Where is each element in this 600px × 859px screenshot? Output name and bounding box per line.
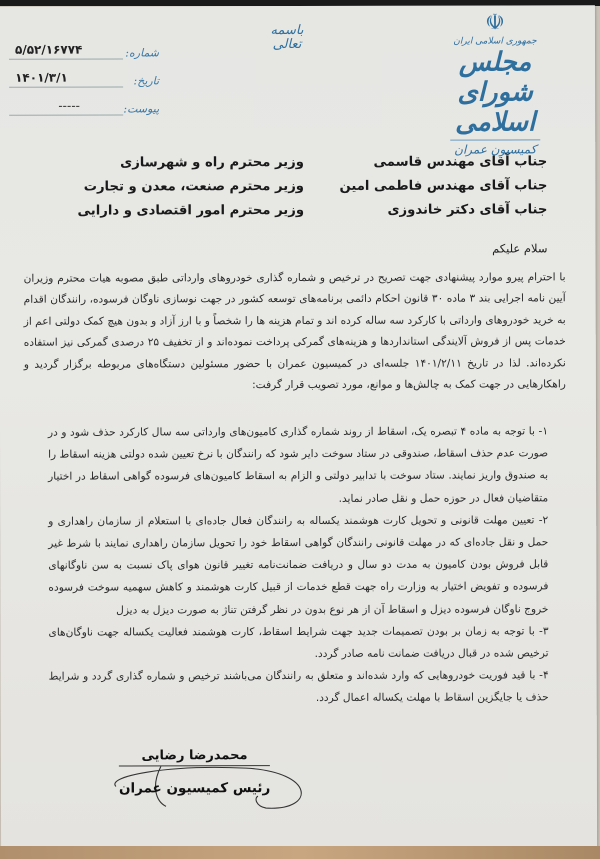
number-row: [9, 31, 159, 59]
resolutions-list: [48, 420, 549, 710]
republic-label: جمهوری اسلامی ایران: [453, 36, 537, 47]
majlis-logo: [430, 11, 560, 156]
attachment-label: پیوست:: [123, 102, 160, 116]
signature-block: [119, 748, 270, 796]
iran-emblem-icon: ☫: [485, 10, 505, 36]
greeting: سلام علیکم: [492, 241, 548, 256]
resolution-item-3: ۳- با توجه به زمان بر بودن تصمیمات جدید جهت شرایط اسقاط، کارت هوشمند فعالیت یکساله جهت ناوگان‌های ترخیص شده در قبال دریافت ضمانت نامه صادر گردد.: [48, 625, 549, 660]
recipients-names: [339, 150, 547, 223]
number-label: شماره:: [125, 46, 160, 60]
recipient-name: جناب آقای مهندس قاسمی: [373, 154, 548, 170]
date-row: [9, 59, 159, 87]
commission-title: کمیسیون عمران: [450, 139, 540, 156]
bismillah-calligraphy: باسمه تعالی: [270, 22, 304, 53]
number-value: ۵/۵۲/۱۶۷۷۴: [9, 40, 123, 59]
attachment-value: -----: [9, 96, 123, 115]
signatory-title: رئیس کمیسیون عمران: [118, 780, 271, 797]
recipient-title: وزیر محترم صنعت، معدن و تجارت: [83, 178, 304, 195]
resolution-item-2: ۲- تعیین مهلت قانونی و تحویل کارت هوشمند یکساله به رانندگان فعال جاده‌ای با استعلام از سازمان راهداری و حمل و نقل جاده‌ای که در مهلت قانونی رانندگان گواهی اسقاط خود را تحویل سازمان راهداری نمایند با شرط غیر قابل فروش بودن کامیون به مدت دو سال و دریافت ضمانت‌نامه تغییر قانون هوای پاک نسبت به سن ناوگانهای فرسوده و تفویض اختیار به وزارت راه جهت قطع خدمات از قبیل کارت هوشمند و کاهش سهمیه سوخت فرسوده خروج ناوگان فرسوده دیزل و اسقاط آن از هر نوع بدون در نظر گرفتن تناژ به صورت دیزل به دیزل: [48, 514, 549, 617]
recipients-titles: [77, 151, 304, 224]
majlis-title: مجلس شورای اسلامی: [455, 47, 536, 138]
intro-paragraph: با احترام پیرو موارد پیشنهادی جهت تصریح در ترخیص و شماره گذاری خودروهای وارداتی طبق مصوبه هیات محترم وزیران آیین نامه اجرایی بند ۳ ماده ۳۰ قانون احکام دائمی برنامه‌های توسعه کشور در جهت نوسازی ناوگان فرسوده، رانندگان اقدام به خرید خودروهای وارداتی با کارکرد سه ساله کرده اند و تمام هزینه ها را شخصاً و با ارز آزاد و بدون هیچ کمک دولتی اعم از خدمات پس از فروش آلایندگی استانداردها و هزینه‌های گمرکی پرداخت نموده‌اند و از تخفیف ۲۵ درصدی گمرکی نیز استفاده نکرده‌اند. لذا در تاریخ ۱۴۰۱/۲/۱۱ جلسه‌ای در کمیسیون عمران با حضور مسئولین دستگاه‌های مربوطه برگزار گردید و راهکارهایی در جهت کمک به چالش‌ها و موانع، مورد تصویب قرار گرفت:: [23, 271, 566, 392]
letter-meta: [9, 31, 159, 115]
signatory-name: محمدرضا رضایی: [119, 748, 270, 766]
resolution-item-1: ۱- با توجه به ماده ۴ تبصره یک، اسقاط از روند شماره گذاری کامیون‌های وارداتی سه سال کارکرد حذف شود و در صورت عدم حذف اسقاط، صندوقی در ستاد سوخت دایر شود که رانندگان با نرخ تعیین شده دولتی هزینه اسقاط را به صندوق واریز نمایند. ستاد سوخت با تدابیر دولتی و الزام به اسقاط کامیون‌های فرسوده گواهی اسقاط در اختیار متقاضیان فعال در حوزه حمل و نقل صادر نماید.: [47, 425, 549, 505]
recipient-name: جناب آقای دکتر خاندوزی: [387, 202, 548, 218]
resolution-item-4: ۴- با قید فوریت خودروهایی که وارد شده‌اند و متعلق به رانندگان می‌باشند ترخیص و شماره گذاری گردد و شرایط حذف یا جایگزین اسقاط با مهلت یکساله اعمال گردد.: [48, 669, 549, 705]
recipient-name: جناب آقای مهندس فاطمی امین: [339, 178, 548, 194]
recipients-block: [77, 150, 547, 223]
recipient-title: وزیر محترم راه و شهرسازی: [120, 154, 304, 171]
date-value: ۱۴۰۱/۳/۱: [9, 68, 123, 87]
date-label: تاریخ:: [133, 74, 160, 88]
letter-page: [0, 5, 597, 851]
recipient-title: وزیر محترم امور اقتصادی و دارایی: [77, 202, 305, 219]
attachment-row: [9, 87, 159, 115]
photo-bottom-surface: [0, 846, 600, 859]
